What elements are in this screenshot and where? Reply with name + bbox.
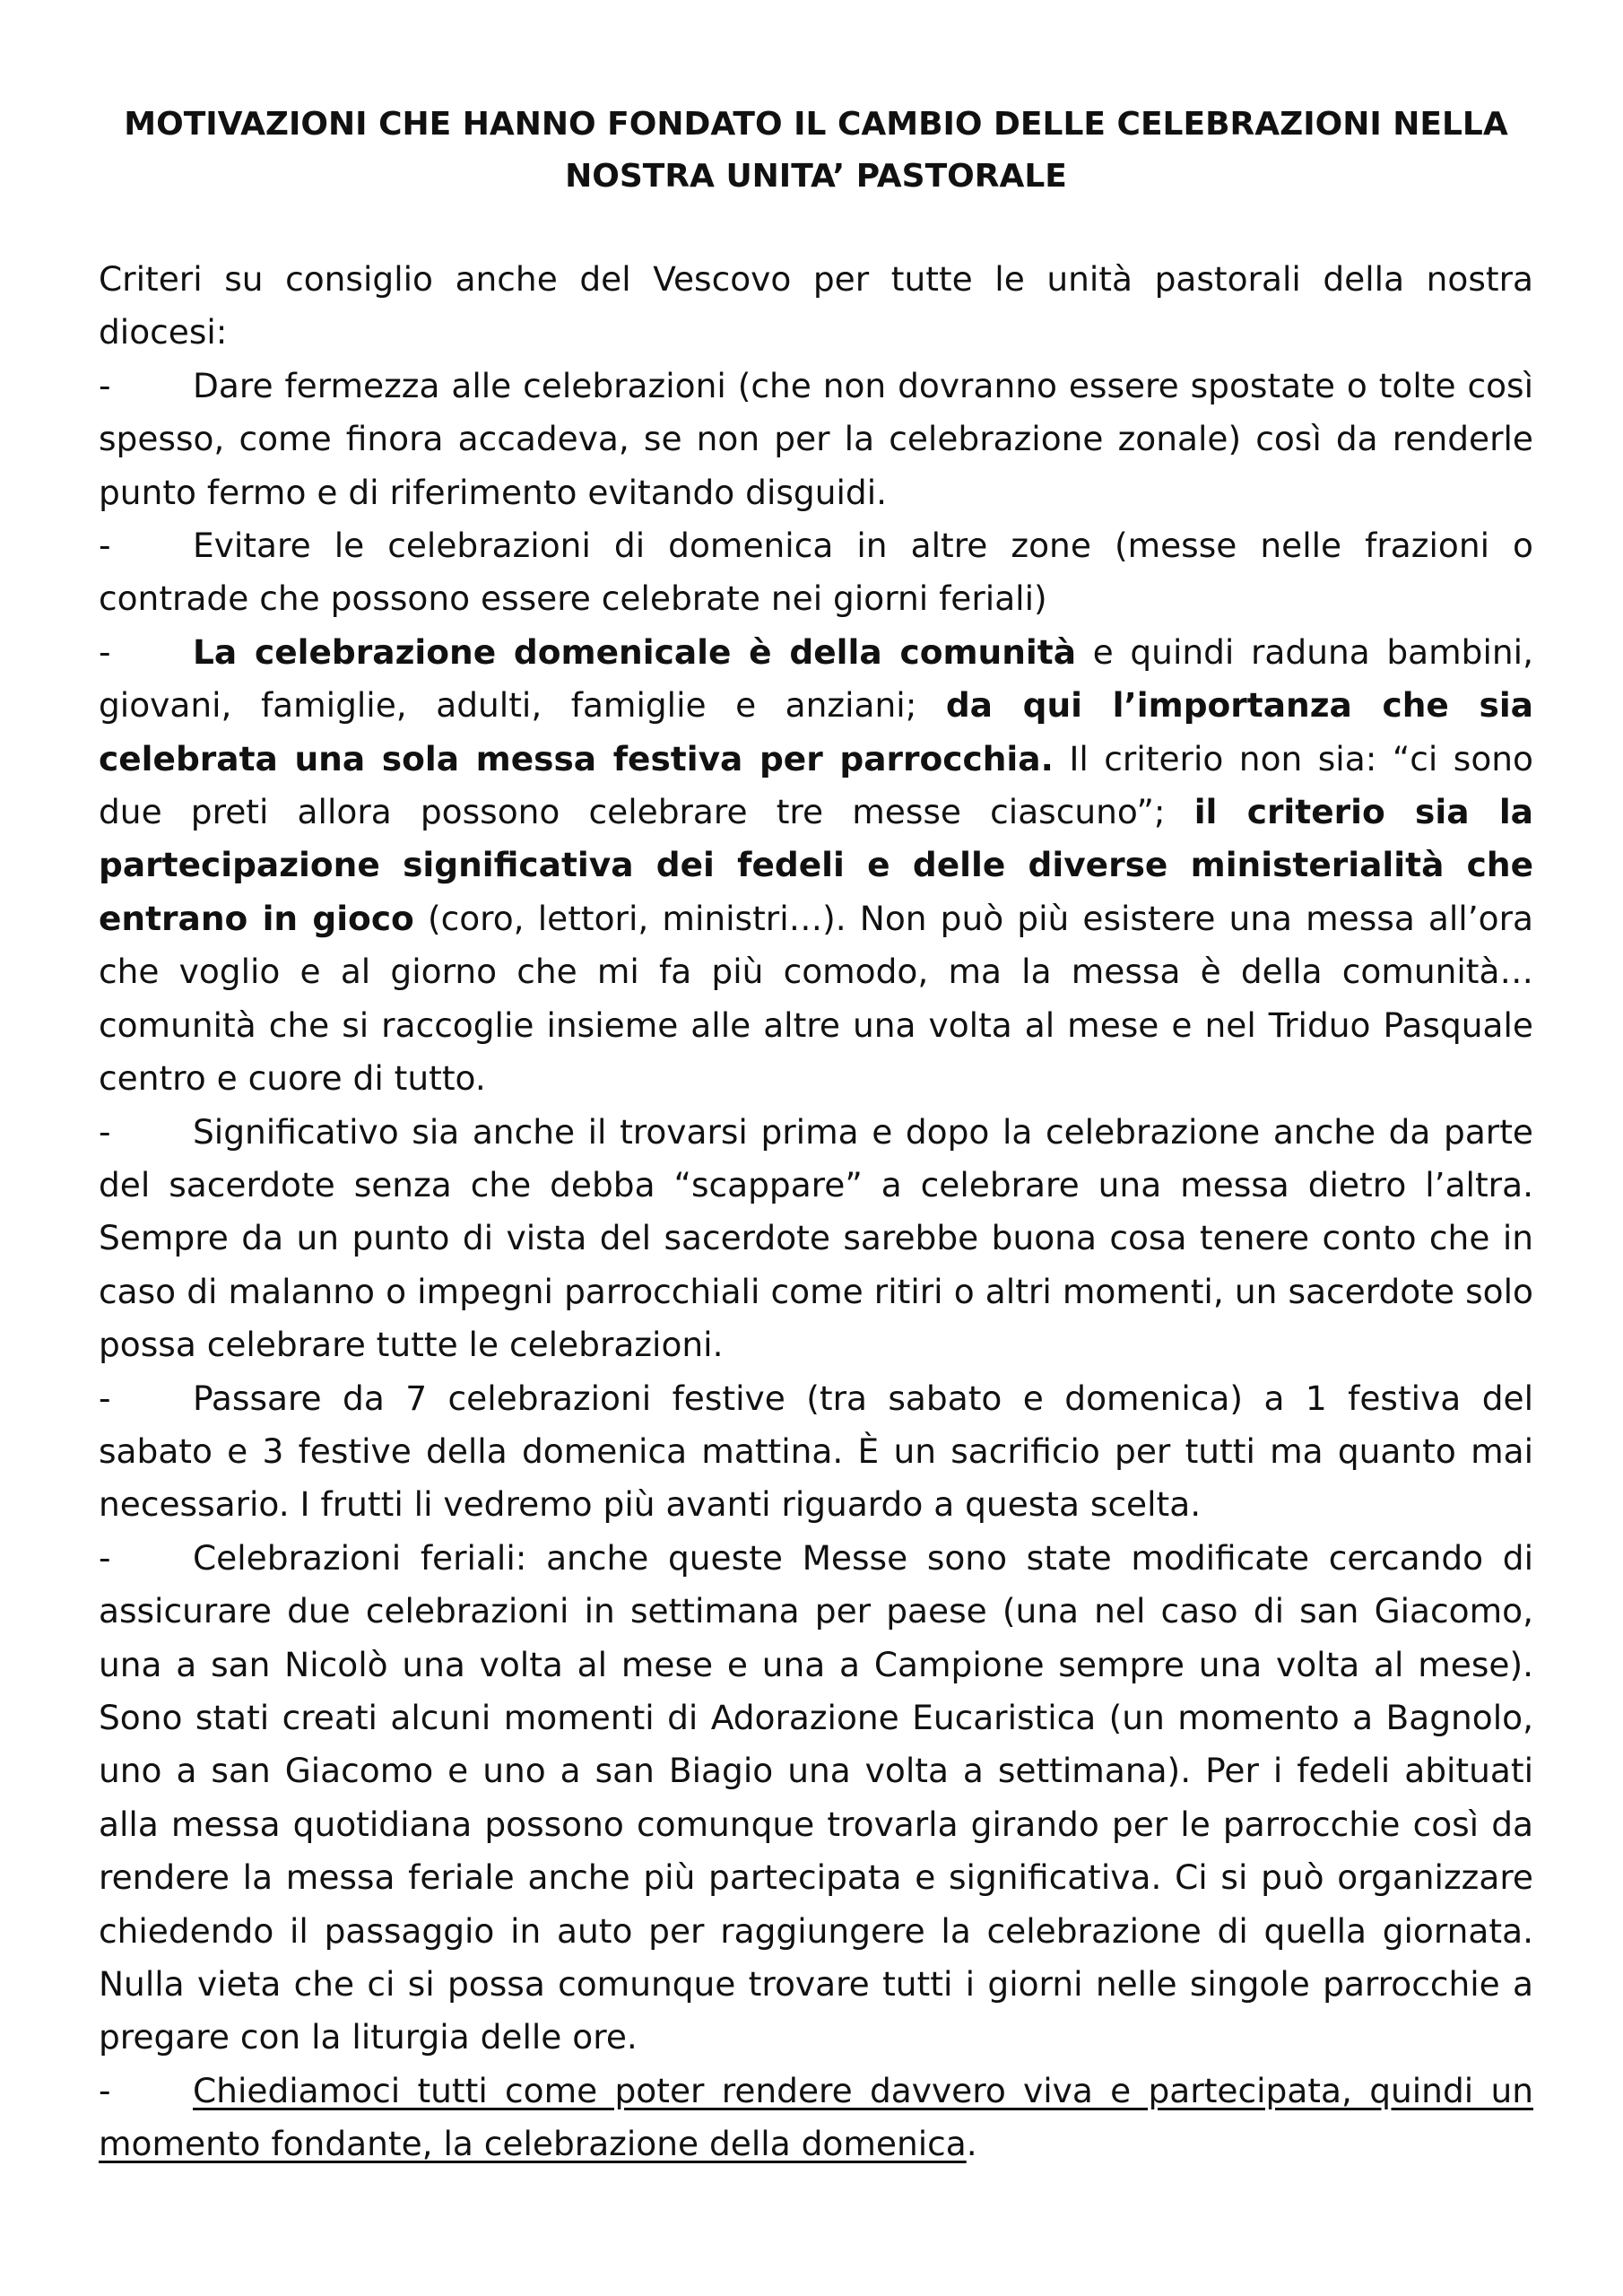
bullet-dash: - xyxy=(99,365,111,405)
criterion-item-7 xyxy=(99,2065,1533,2171)
criterion-item-2 xyxy=(99,519,1533,626)
criterion-text: . xyxy=(966,2124,977,2164)
criterion-item-4 xyxy=(99,1106,1533,1372)
emphasis-text: da qui l’importanza che sia celebrata una sola messa festiva per parrocchia. xyxy=(99,685,1533,778)
bullet-dash: - xyxy=(99,1378,111,1418)
criterion-item-6 xyxy=(99,1532,1533,2065)
bullet-dash: - xyxy=(99,1111,111,1152)
bullet-dash: - xyxy=(99,526,111,566)
document-title: MOTIVAZIONI CHE HANNO FONDATO IL CAMBIO DELLE CELEBRAZIONI NELLA NOSTRA UNITA’ PASTORALE xyxy=(124,106,1508,195)
criterion-text: Evitare le celebrazioni di domenica in altre zone (messe nelle frazioni o contrade che possono essere celebrate nei giorni feriali) xyxy=(99,526,1533,619)
document-body xyxy=(99,253,1533,2171)
emphasis-text: il criterio sia la partecipazione significativa dei fedeli e delle diverse ministerialità che entrano in gioco xyxy=(99,792,1533,938)
emphasis-text: La celebrazione domenicale è della comunità xyxy=(193,631,1077,672)
criterion-text: e quindi raduna bambini, giovani, famiglie, adulti, famiglie e anziani; xyxy=(99,631,1533,726)
bullet-dash: - xyxy=(99,1537,111,1578)
bullet-dash: - xyxy=(99,2070,111,2110)
criterion-text: Celebrazioni feriali: anche queste Messe sono state modificate cercando di assicurare due celebrazioni in settimana per paese (una nel caso di san Giacomo, una a san Nicolò una volta al mese e una a Campione sempre una volta al mese). Sono stati creati alcuni momenti di Adorazione Eucaristica (un momento a Bagnolo, uno a san Giacomo e uno a san Biagio una volta a settimana). Per i fedeli abituati alla messa quotidiana possono comunque trovarla girando per le parrocchie così da rendere la messa feriale anche più partecipata e significativa. Ci si può organizzare chiedendo il passaggio in auto per raggiungere la celebrazione di quella giornata. Nulla vieta che ci si possa comunque trovare tutti i giorni nelle singole parrocchie a pregare con la liturgia delle ore. xyxy=(99,1537,1533,2057)
intro-paragraph: Criteri su consiglio anche del Vescovo per tutte le unità pastorali della nostra diocesi: xyxy=(99,259,1533,352)
criterion-text: Passare da 7 celebrazioni festive (tra sabato e domenica) a 1 festiva del sabato e 3 festive della domenica mattina. È un sacrificio per tutti ma quanto mai necessario. I frutti li vedremo più avanti riguardo a questa scelta. xyxy=(99,1378,1533,1525)
criterion-item-5 xyxy=(99,1372,1533,1532)
criterion-item-1 xyxy=(99,360,1533,519)
criterion-item-3 xyxy=(99,626,1533,1106)
criterion-text: (coro, lettori, ministri…). Non può più esistere una messa all’ora che voglio e al giorno che mi fa più comodo, ma la messa è della comunità… comunità che si raccoglie insieme alle altre una volta al mese e nel Triduo Pasquale centro e cuore di tutto. xyxy=(99,898,1533,1099)
criterion-text: Dare fermezza alle celebrazioni (che non dovranno essere spostate o tolte così spesso, come finora accadeva, se non per la celebrazione zonale) così da renderle punto fermo e di riferimento evitando disguidi. xyxy=(99,365,1533,512)
bullet-dash: - xyxy=(99,631,111,672)
criterion-text: Significativo sia anche il trovarsi prima e dopo la celebrazione anche da parte del sacerdote senza che debba “scappare” a celebrare una messa dietro l’altra. Sempre da un punto di vista del sacerdote sarebbe buona cosa tenere conto che in caso di malanno o impegni parrocchiali come ritiri o altri momenti, un sacerdote solo possa celebrare tutte le celebrazioni. xyxy=(99,1111,1533,1365)
criterion-text: Il criterio non sia: “ci sono due preti allora possono celebrare tre messe ciascuno”; xyxy=(99,738,1533,832)
underlined-text: Chiediamoci tutti come poter rendere davvero viva e partecipata, quindi un momento fondante, la celebrazione della domenica xyxy=(99,2070,1533,2164)
